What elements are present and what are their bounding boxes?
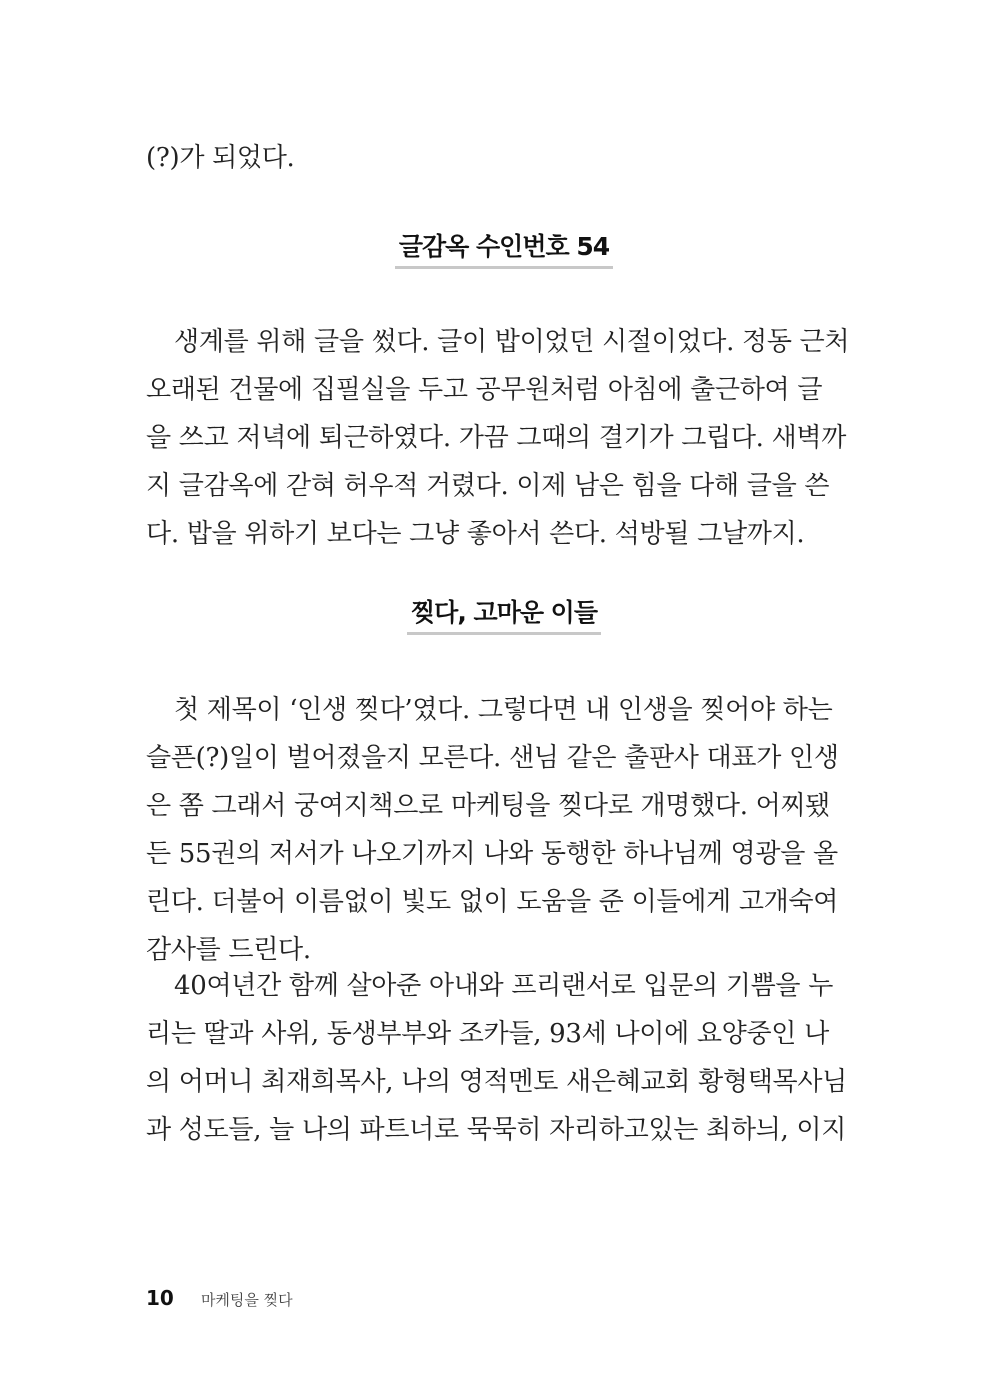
section-2-paragraph-1 [146, 686, 839, 974]
paragraph-line: 은 쫌 그래서 궁여지책으로 마케팅을 찢다로 개명했다. 어찌됐 [146, 791, 831, 821]
paragraph-line: 과 성도들, 늘 나의 파트너로 묵묵히 자리하고있는 최하늬, 이지 [146, 1115, 847, 1145]
section-2-paragraph-2 [146, 962, 847, 1154]
paragraph-line: 감사를 드린다. [146, 935, 311, 965]
paragraph-line: 다. 밥을 위하기 보다는 그냥 좋아서 쓴다. 석방될 그날까지. [146, 519, 805, 549]
paragraph-line: 슬픈(?)일이 벌어졌을지 모른다. 샌님 같은 출판사 대표가 인생 [146, 743, 839, 773]
paragraph-line: 생계를 위해 글을 썼다. 글이 밥이었던 시절이었다. 정동 근처 [174, 327, 850, 357]
paragraph-line: 40여년간 함께 살아준 아내와 프리랜서로 입문의 기쁨을 누 [174, 971, 834, 1001]
paragraph-line: 첫 제목이 ‘인생 찢다’였다. 그렇다면 내 인생을 찢어야 하는 [174, 695, 833, 725]
section-heading-1-text: 글감옥 수인번호 54 [395, 232, 613, 269]
paragraph-line: 지 글감옥에 갇혀 허우적 거렸다. 이제 남은 힘을 다해 글을 쓴 [146, 471, 830, 501]
running-book-title: 마케팅을 찢다 [200, 1291, 293, 1309]
section-heading-1 [0, 232, 1008, 269]
section-heading-2 [0, 598, 1008, 635]
paragraph-line: 오래된 건물에 집필실을 두고 공무원처럼 아침에 출근하여 글 [146, 375, 823, 405]
section-1-paragraph [146, 318, 850, 558]
page-number: 10 [146, 1286, 174, 1310]
paragraph-line: 을 쓰고 저녁에 퇴근하였다. 가끔 그때의 결기가 그립다. 새벽까 [146, 423, 847, 453]
paragraph-line: 의 어머니 최재희목사, 나의 영적멘토 새은혜교회 황형택목사님 [146, 1067, 847, 1097]
top-fragment-line: (?)가 되었다. [146, 143, 295, 173]
section-heading-2-text: 찢다, 고마운 이들 [407, 598, 601, 635]
paragraph-line: 린다. 더불어 이름없이 빛도 없이 도움을 준 이들에게 고개숙여 [146, 887, 839, 917]
top-fragment-block [146, 134, 822, 182]
paragraph-line: 리는 딸과 사위, 동생부부와 조카들, 93세 나이에 요양중인 나 [146, 1019, 829, 1049]
page-footer [146, 1284, 293, 1312]
paragraph-line: 든 55권의 저서가 나오기까지 나와 동행한 하나님께 영광을 올 [146, 839, 838, 869]
